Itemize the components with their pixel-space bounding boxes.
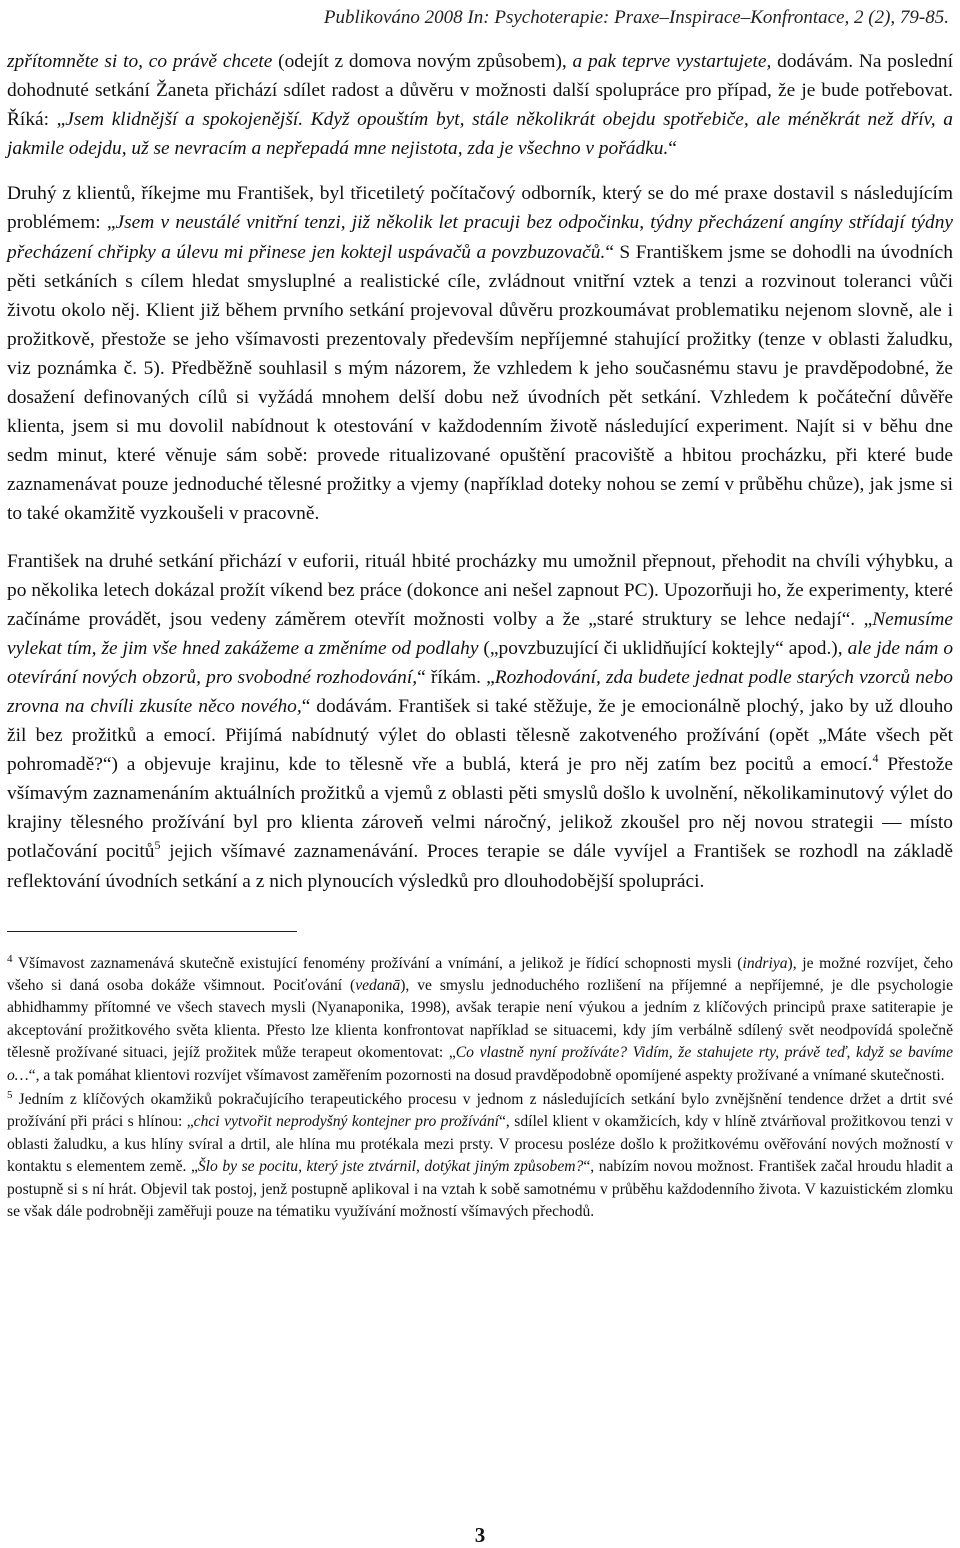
text-segment: “ říkám. „ bbox=[417, 666, 495, 688]
text-segment: ), je možné rozvíjet, čeho všeho si daná osoba dokáže všimnout. Pociťování ( bbox=[7, 954, 953, 995]
body-text bbox=[7, 47, 953, 896]
document-page bbox=[7, 0, 953, 1224]
text-segment: jejich všímavé zaznamenávání. Proces terapie se dále vyvíjel a František se rozhodl na základě reflektování úvodních setkání a z nich plynoucích výsledků pro dlouhodobější spolupráci. bbox=[7, 841, 953, 892]
footnote-marker: 4 bbox=[7, 952, 13, 965]
quote-segment: Nemusíme vylekat tím, že jim vše hned zakážeme a změníme od podlahy bbox=[7, 608, 953, 659]
footnote-ref-5[interactable]: 5 bbox=[154, 838, 161, 853]
text-segment: dodávám. Na poslední dohodnuté setkání Žaneta přichází sdílet radost a důvěru v možnosti další spolupráce pro případ, že je bude potřebovat. Říká: „ bbox=[7, 51, 953, 131]
text-segment: “ dodávám. František si také stěžuje, že je emocionálně plochý, jako by už dlouho žil bez prožitků a emocí. Přijímá nabídnutý výlet do oblasti tělesně zakotveného prožívání (opět „Máte všech pět pohromadě?“) a objevuje krajinu, kde to tělesně vře a bublá, která je pro něj zatím bez pocitů a emocí. bbox=[7, 695, 953, 776]
quote-segment: Jsem v neustálé vnitřní tenzi, již několik let pracuji bez odpočinku, týdny přecházení angíny střídají týdny přecházení chřipky a úlevu mi přinese jen koktejl uspávačů a povzbuzovačů. bbox=[7, 212, 953, 263]
text-segment: ), ve smyslu jednoduchého rozlišení na příjemné a nepříjemné, je dle psychologie abhidhammy přítomné ve všech stavech mysli (Nyanaponika, 1998), avšak terapie není výukou a jedním z klíčových principů praxe satiterapie je akceptování prožitkového světa klienta. Přesto lze klienta konfrontovat například se situacemi, kdy jím verbálně sdílený svět neodpovídá společně tělesně prožívané situaci, jejíž prožitek může terapeut okomentovat: „ bbox=[7, 977, 953, 1062]
text-segment: Všímavost zaznamenává skutečně existující fenomény prožívání a vnímání, a jelikož je řídící schopnosti mysli ( bbox=[12, 954, 743, 972]
text-segment: “, sdílel klient v okamžicích, kdy v hlíně ztvárňoval prožitkovou tenzi v oblasti žaludku, a kus hlíny svíral a drtil, ale hlína mu protékala mezi prsty. V procesu posléze došlo k prožitkovému ověřování nových možností v kontaktu s elementem země. „ bbox=[7, 1113, 954, 1176]
quote-segment: Co vlastně nyní prožíváte? Vidím, že stahujete rty, právě teď, když se bavíme o… bbox=[7, 1044, 953, 1084]
text-segment: zpřítomněte si to, co právě chcete bbox=[7, 51, 273, 72]
text-segment: “ bbox=[668, 138, 677, 160]
text-segment: “, nabízím novou možnost. František začal hroudu hladit a postupně si s ní hrát. Objevil tak postoj, jenž postupně aplikoval i na vztah k sobě samotnému v průběhu každodenního života. V kazuistickém zlomku se však dále podrobněji zaměřuji pouze na tématiku využívání možností všímavých přechodů. bbox=[7, 1158, 953, 1221]
quote-segment: chci vytvořit neprodyšný kontejner pro prožívání bbox=[193, 1113, 500, 1131]
footnote-separator bbox=[7, 931, 297, 932]
text-segment: vedanā bbox=[355, 977, 401, 995]
text-segment: (odejít z domova novým způsobem), bbox=[272, 51, 573, 72]
text-segment: indriya bbox=[742, 954, 788, 972]
quote-segment: ale jde nám o otevírání nových obzorů, pro svobodné rozhodování, bbox=[7, 637, 954, 688]
quote-segment: Rozhodování, zda budete jednat podle starých vzorců nebo zrovna na chvíli zkusíte něco nového, bbox=[7, 666, 953, 717]
text-segment: a pak teprve vystartujete, bbox=[572, 51, 772, 72]
text-segment: Přestože všímavým zaznamenáním aktuálních prožitků a vjemů z oblasti pěti smyslů došlo k uvolnění, několikaminutový výlet do krajiny tělesného prožívání byl pro klienta zároveň velmi náročný, jelikož zkoušel pro něj novou strategii — místo potlačování pocitů bbox=[7, 754, 953, 863]
footnote-5 bbox=[7, 1089, 953, 1223]
text-segment: Druhý z klientů, říkejme mu František, byl třicetiletý počítačový odborník, který se do mé praxe dostavil s následujícím problémem: „ bbox=[7, 183, 953, 234]
text-segment: František na druhé setkání přichází v euforii, rituál hbité procházky mu umožnil přepnout, přehodit na chvíli výhybku, a po několika letech dokázal prožít víkend bez práce (dokonce ani nešel zapnout PC). Upozorňuji ho, že experimenty, které začínáme provádět, jsou vedeny záměrem otevřít možnosti volby a že „staré struktury se lehce nedají“. „ bbox=[7, 550, 953, 630]
page-number: 3 bbox=[474, 1523, 486, 1547]
running-header: Publikováno 2008 In: Psychoterapie: Praxe–Inspirace–Konfrontace, 2 (2), 79-85. bbox=[323, 7, 949, 28]
footnote-ref-4[interactable]: 4 bbox=[872, 751, 879, 766]
paragraph-3 bbox=[7, 547, 953, 896]
text-segment: Jedním z klíčových okamžiků pokračujícího terapeutického procesu v jednom z následujících setkání bylo zvnějšnění tendence držet a drtit své prožívání při práci s hlínou: „ bbox=[7, 1091, 953, 1131]
text-segment: („povzbuzující či uklidňující koktejly“ apod.), bbox=[478, 637, 848, 659]
text-segment: “ S Františkem jsme se dohodli na úvodních pěti setkáních s cílem hledat smysluplné a realistické cíle, zvládnout vnitřní vztek a tenzi a rozvinout toleranci vůči životu okolo něj. Klient již během prvního setkání projevoval důvěru prozkoumávat problematiku nejenom slovně, ale i prožitkově, přestože se jeho všímavosti prezentovaly především nepříjemné stahující prožitky (tenze v oblasti žaludku, viz poznámka č. 5). Předběžně souhlasil s mým názorem, že vzhledem k jeho současnému stavu je pravděpodobné, že dosažení definovaných cílů si vyžádá mnohem delší dobu než úvodních pět setkání. Vzhledem k počáteční důvěře klienta, jsem si mu dovolil nabídnout k otestování v každodenním životě následující experiment. Najít si v běhu dne sedm minut, které věnuje sám sobě: provede ritualizované opuštění pracoviště a hbitou procházku, při které bude zaznamenávat pouze jednoduché tělesné prožitky a vjemy (například doteky nohou se zemí v průběhu chůze), jak jsme si to také okamžitě vyzkoušeli v pracovně. bbox=[7, 241, 953, 525]
quote-segment: Šlo by se pocitu, který jste ztvárnil, dotýkat jiným způsobem? bbox=[197, 1158, 584, 1176]
paragraph-2 bbox=[7, 179, 953, 528]
paragraph-1 bbox=[7, 47, 953, 163]
footnote-4 bbox=[7, 953, 953, 1087]
footnote-marker: 5 bbox=[7, 1089, 13, 1102]
quote-segment: Jsem klidnější a spokojenější. Když opouštím byt, stále několikrát obejdu spotřebiče, ale méněkrát než dřív, a jakmile odejdu, už se nevracím a nepřepadá mne nejistota, zda je všechno v pořádku. bbox=[7, 109, 954, 160]
text-segment: “, a tak pomáhat klientovi rozvíjet všímavost zaměřením pozornosti na dosud pravděpodobně opomíjené aspekty prožívané a vnímané skutečnosti. bbox=[28, 1066, 945, 1084]
footnotes bbox=[7, 953, 953, 1224]
